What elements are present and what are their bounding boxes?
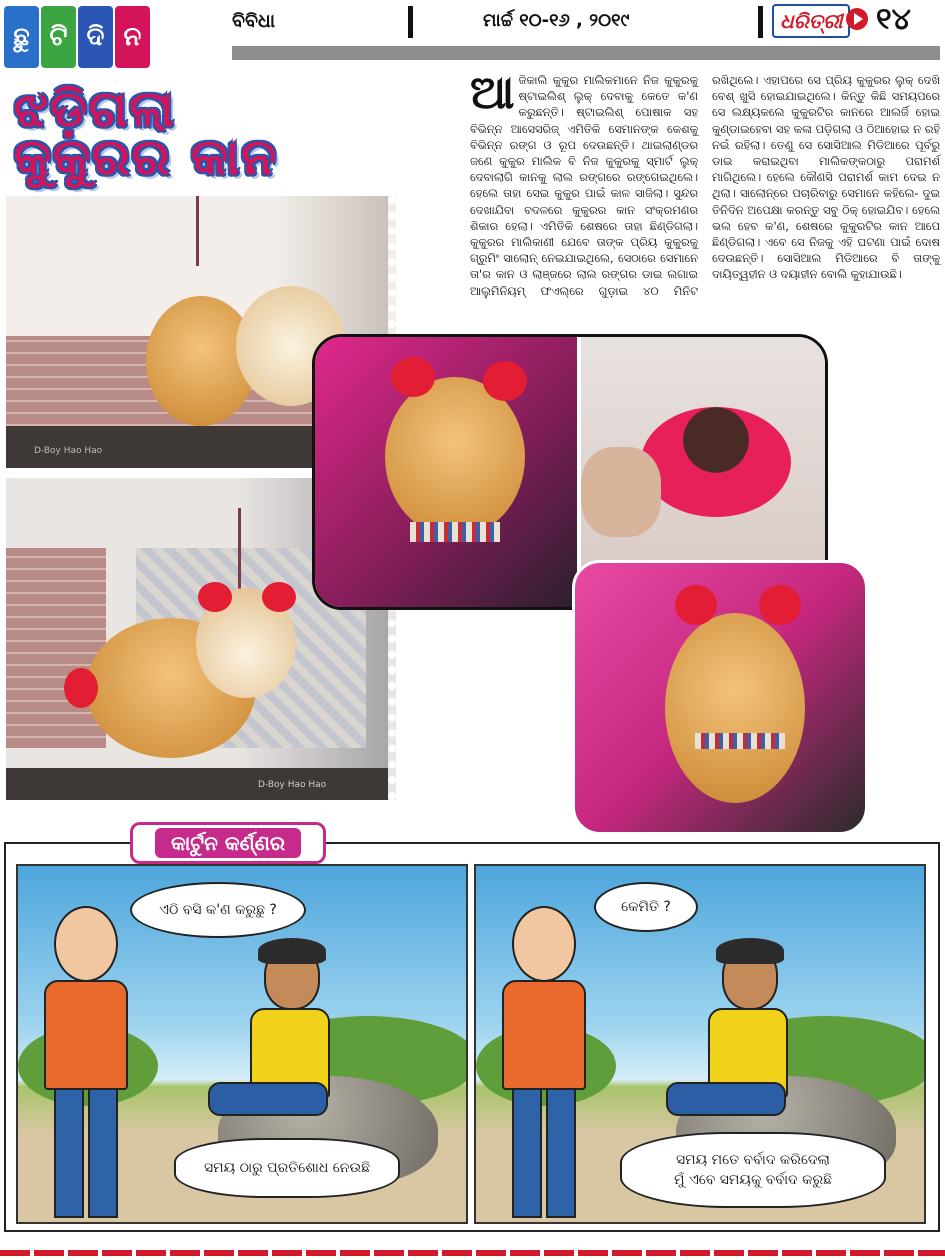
leash [196,196,199,266]
section-label: ବିବିଧା [232,10,276,32]
headline-line-2: କୁକୁରର କାନ [14,128,278,186]
page-number: ୧୪ [876,2,911,37]
article-body [470,65,940,312]
bald-man-leg [546,1088,576,1218]
play-icon [846,8,868,30]
header-divider [408,6,413,38]
fallen-ear [641,407,791,517]
issue-date: ମାର୍ଚ୍ଚ ୧୦-୧୬ , ୨୦୧୯ [483,10,630,31]
headline-line-1: ଝଡ଼ିଗଲା [14,80,176,138]
grooming-table [6,768,396,800]
brand-letter: ଟି [41,6,76,68]
bald-man-leg [54,1088,84,1218]
cartoon-corner-label [130,822,326,864]
article-text: ଜିକାଲି କୁକୁର ମାଲିକମାନେ ନିଜ କୁକୁରକୁ ଷ୍ଟାଇଲିଶ୍ ଲୁକ୍ ଦେବାକୁ କେତେ କ'ଣ କରୁଛନ୍ତି। ଷ୍ଟାଇଲିଶ୍ ପୋଷାକ ସହ ବିଭିନ୍ନ ଆସେସରିଜ୍ ଏମିତିକି ସେମାନଙ୍କ କେଶକୁ ବିଭିନ୍ନ ରଙ୍ଗ ଓ ରୂପ ଦେଉଛନ୍ତି। ଥାଇଲାଣ୍ଡର ଜଣେ କୁକୁର ମାଲିକ ବି ନିଜ କୁକୁରକୁ ସ୍ମାର୍ଟ ଲୁକ୍ ଦେବାଲାଗି କାନକୁ ଲାଲ ରଙ୍ଗରେ ରଙ୍ଗେଇଥିଲେ। ହେଲେ ତାହା ସେଇ କୁକୁର ପାଇଁ କାଳ ସାଜିଲା। ସୁନ୍ଦର ଦେଖାଯିବା ବଦଳରେ କୁକୁରର କାନ ସଂକ୍ରମଣର ଶିକାର ହେଲା। ଏମିତିକି ଶେଷରେ ତାହା ଛିଣ୍ଡିଗଲା। କୁକୁରର ମାଲିକାଣୀ ଯେବେ ତାଙ୍କ ପ୍ରିୟ କୁକୁରକୁ ଗ୍ରୁମିଂ ସାଲୋନ୍ ନେଇଯାଇଥିଲେ, ସେଠାରେ ସେମାନେ ତା'ର କାନ ଓ ଲାଞ୍ଜରେ ଲାଲ ରଙ୍ଗର ଡାଇ ଲଗାଇ ଆଲୁମିନିୟମ୍ ଫଏଲ୍‌ରେ ଗୁଡ଼ାଇ ୪୦ ମିନିଟ ରଖିଥିଲେ। ଏହାପରେ ସେ ପ୍ରିୟ କୁକୁରର ଲୁକ୍ ଦେଖି ବେଶ୍ ଖୁସି ହୋଇଯାଇଥିଲେ। କିନ୍ତୁ କିଛି ସମୟପରେ ସେ ଲକ୍ଷ୍ୟକଲେ କୁକୁରଟିର କାନରେ ଆଲର୍ଜି ହୋଇ କୁଣ୍ଡାଇହେବା ସହ କଳା ପଡ଼ିଗଲା ଓ ଠିଆହୋଇ ନ ରହି ନଇଁ ରହିଲା। ତେଣୁ ସେ ସୋସିଆଲ ମିଡିଆରେ ପୂର୍ବରୁ ଡାଇ କରାଇଥିବା ମାଲିକଙ୍କଠାରୁ ପରାମର୍ଶ ମାଗିଥିଲେ। ହେଲେ କୌଣସି ପରାମର୍ଶ କାମ ଦେଇ ନ ଥିଲା। ସାଲୋନ୍‌ରେ ପଚାରିବାରୁ ସେମାନେ କହିଲେ- ଦୁଇ ତିନିଦିନ ଅପେକ୍ଷା କରନ୍ତୁ ସବୁ ଠିକ୍ ହୋଇଯିବ। ହେଲେ ଭଲ ହେବ କ'ଣ, ଶେଷରେ କୁକୁରଟିର କାନ ଆପେ ଛିଣ୍ଡିଗଲା। ଏବେ ସେ ନିଜକୁ ଏହି ଘଟଣା ପାଇଁ ଦୋଷ ଦେଉଛନ୍ତି। ସୋସିଆଲ ମିଡିଆରେ ବି ତାଙ୍କୁ ଦାୟିତ୍ୱହୀନ ଓ ଦୟାହୀନ ବୋଲି କୁହାଯାଉଛି। [470,73,940,298]
speech-bubble-answer [620,1132,886,1208]
dyed-tail [64,668,98,708]
newspaper-logo: ଧରିତ୍ରୀ [772,4,850,38]
photo-credit: D-Boy Hao Hao [34,446,103,456]
photo-dog-sitting-2 [572,560,868,835]
photo-credit: D-Boy Hao Hao [258,780,327,790]
fingers [581,447,661,537]
dog-torso [665,613,805,803]
sitting-man-hair [716,938,784,964]
header-rule [232,46,940,60]
sitting-man-legs [208,1082,328,1116]
answer-line-2: ମୁଁ ଏବେ ସମୟକୁ ବର୍ବାଦ କରୁଛି [674,1172,832,1188]
cartoon-corner-text: କାର୍ଟୁନ କର୍ଣ୍ଣର [155,828,301,858]
dog-head [385,377,525,537]
cartoon-panel-1 [16,864,468,1224]
answer-line-1: ସମୟ ମତେ ବର୍ବାଦ କରିଦେଲା [676,1152,830,1168]
cartoon-panel-2 [474,864,926,1224]
drop-cap: ଆ [470,65,515,119]
speech-bubble-question: ଏଠି ବସି କ'ଣ କରୁଛୁ ? [130,882,306,938]
bald-man-leg [88,1088,118,1218]
bald-man-shirt [44,980,128,1090]
sitting-man-hair [258,938,326,964]
dyed-ear [198,582,232,612]
photo-dog-sitting [315,337,577,607]
brand-letter: ନ [115,6,150,68]
bald-man-head [54,906,118,982]
bald-man-shirt [502,980,586,1090]
footer-rule [0,1250,945,1256]
harness [695,733,785,749]
brand-letter: ଦି [78,6,113,68]
header-divider [758,6,763,38]
speech-bubble-answer: ସମୟ ଠାରୁ ପ୍ରତିଶୋଧ ନେଉଛି [174,1138,400,1198]
harness [410,522,500,542]
sitting-man-legs [666,1082,786,1116]
dyed-ear [262,582,296,612]
section-brand-logo [4,6,150,68]
speech-bubble-question: କେମିତି ? [594,882,698,932]
dyed-ear [759,585,801,625]
bald-man-leg [512,1088,542,1218]
brick-wall [6,548,106,748]
bald-man-head [512,906,576,982]
brand-letter: ଛୁ [4,6,39,68]
dyed-ear [675,585,717,625]
dyed-ear [483,361,527,401]
dyed-ear [391,357,435,397]
